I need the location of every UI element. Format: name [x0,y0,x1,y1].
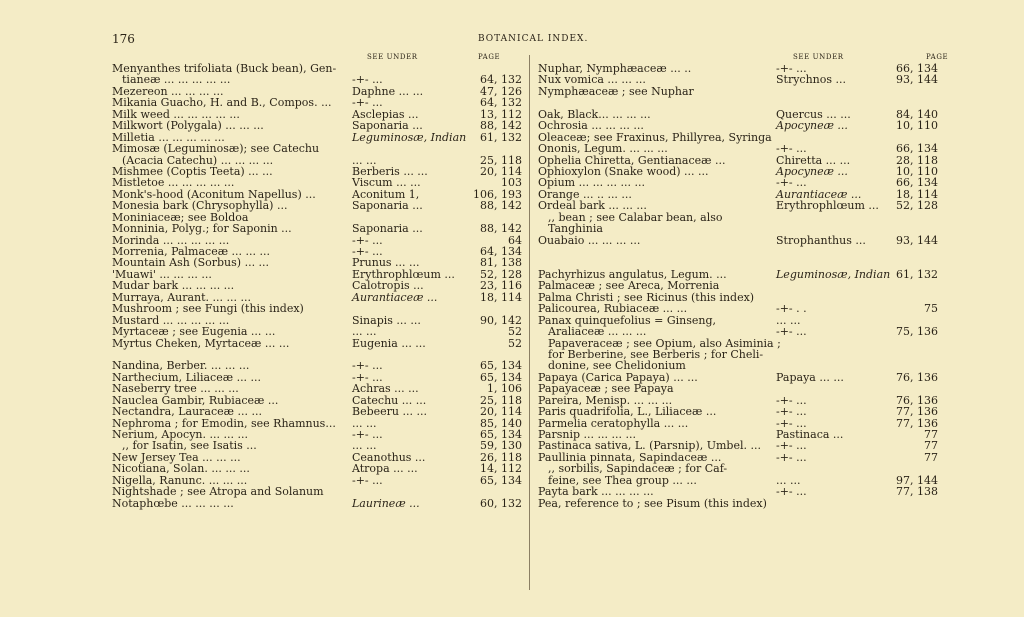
page-ref: 88, 142 [480,222,522,236]
page-ref: 52, 128 [896,199,938,213]
see-under-ref: Bebeeru ... ... [352,405,427,419]
entry-name: feine, see Thea group ... ... [548,473,697,487]
index-entry [112,223,522,234]
right-column [538,51,949,510]
column-divider [529,55,530,590]
entry-name: Mimosæ (Leguminosæ); see Catechu [112,142,320,156]
entry-name: Papayaceæ ; see Papaya [538,382,674,396]
page-ref: 77 [924,439,938,453]
page-ref: 76, 136 [896,370,938,384]
page-ref: 77, 138 [896,485,938,499]
see-under-heading: SEE UNDER [367,53,418,61]
page-ref: 75, 136 [896,325,938,339]
page-ref: 25, 118 [480,153,522,167]
index-entry [112,200,522,211]
entry-name: Naseberry tree ... ... ... [112,382,239,396]
see-under-ref: -+- ... [776,142,807,156]
see-under-ref: -+- ... [776,485,807,499]
see-under-ref: -+- ... [352,233,383,247]
index-entry [538,223,938,234]
index-entry [112,486,522,497]
entry-name: ,, bean ; see Calabar bean, also [548,210,723,224]
see-under-ref: Erythrophlœum ... [352,267,455,281]
see-under-ref: Strophanthus ... [776,233,866,247]
see-under-ref: Aconitum 1, [352,187,420,201]
entry-name: Myrtus Cheken, Myrtaceæ ... ... [112,336,290,350]
see-under-ref: Laurineæ ... [352,496,420,510]
index-entry [112,498,522,509]
entry-name: Menyanthes trifoliata (Buck bean), Gen- [112,62,337,75]
entry-name: Notaphœbe ... ... ... ... [112,496,234,510]
see-under-ref: -+- ... [776,325,807,339]
page-ref: 64, 132 [480,73,522,87]
entry-name: Myrtaceæ ; see Eugenia ... ... [112,325,276,339]
see-under-ref: ... ... [776,313,801,327]
entry-name: Ochrosia ... ... ... ... [538,119,644,133]
see-under-ref: Prunus ... ... [352,256,420,270]
entry-name: Nightshade ; see Atropa and Solanum [112,485,324,499]
index-entry [112,143,522,154]
page-ref: 65, 134 [480,428,522,441]
entry-name: (Acacia Catechu) ... ... ... ... [122,153,274,167]
entry-name: Palmaceæ ; see Areca, Morrenia [538,279,720,293]
see-under-ref: Catechu ... ... [352,393,427,407]
entry-name: Mustard ... ... ... ... ... [112,313,230,327]
index-entry [538,383,938,394]
page-ref: 66, 134 [896,62,938,75]
entry-name: Nicotiana, Solan. ... ... ... [112,462,250,476]
see-under-ref: -+- ... [776,393,807,407]
page-ref: 26, 118 [480,450,522,464]
page-ref: 65, 134 [480,370,522,384]
page-ref: 64, 132 [480,96,522,110]
page-ref: 10, 110 [896,164,938,178]
entry-name: Murraya, Aurant. ... ... ... [112,290,251,304]
entry-name: Paullinia pinnata, Sapindaceæ ... [538,450,722,464]
entry-name: Ophioxylon (Snake wood) ... ... [538,164,709,178]
page-ref: 64 [508,233,522,247]
page-ref: 77 [924,428,938,441]
entry-name: Opium ... ... ... ... ... [538,176,646,190]
see-under-ref: Viscum ... ... [352,176,421,190]
see-under-ref: Eugenia ... ... [352,336,426,350]
page-ref: 28, 118 [896,153,938,167]
entry-name: Pachyrhizus angulatus, Legum. ... [538,267,727,281]
index-entry [112,303,522,314]
see-under-ref: Ceanothus ... [352,450,426,464]
page-ref: 93, 144 [896,233,938,247]
entry-name: Mountain Ash (Sorbus) ... ... [112,256,270,270]
page-ref: 25, 118 [480,393,522,407]
entry-name: Mushroom ; see Fungi (this index) [112,302,304,316]
see-under-ref: ... ... [776,473,801,487]
see-under-ref: Calotropis ... [352,279,424,293]
see-under-ref: -+- ... [776,416,807,430]
page-ref: 61, 132 [896,267,938,281]
entry-name: Mudar bark ... ... ... ... [112,279,235,293]
see-under-ref: Achras ... ... [352,382,419,396]
index-entry [538,303,938,314]
index-entry [112,338,522,349]
entry-name: Panax quinquefolius = Ginseng, [538,313,717,327]
entry-name: Parsnip ... ... ... ... [538,428,636,441]
right-entry-list [538,63,938,509]
entry-name: Pareira, Menisp. ... ... ... [538,393,673,407]
entry-name: tianeæ ... ... ... ... ... [122,73,231,87]
page-ref: 61, 132 [480,130,522,144]
index-entry [538,200,938,211]
entry-name: Nandina, Berber. ... ... ... [112,359,250,373]
entry-name: Nux vomica ... ... ... [538,73,646,87]
see-under-ref: Quercus ... ... [776,107,851,121]
index-entry [112,383,522,394]
entry-name: Morinda ... ... ... ... ... [112,233,230,247]
see-under-ref: Chiretta ... ... [776,153,851,167]
page-ref: 23, 116 [480,279,522,293]
page-ref: 77, 136 [896,405,938,419]
see-under-ref: Saponaria ... [352,119,423,133]
see-under-ref: -+- ... [352,73,383,87]
running-head: BOTANICAL INDEX. [478,34,589,44]
page-ref: 97, 144 [896,473,938,487]
page-ref: 1, 106 [487,382,522,396]
see-under-ref: Berberis ... ... [352,164,428,178]
page-ref: 52 [508,325,522,339]
entry-name: Milletia ... ... ... ... ... [112,130,225,144]
entry-name: for Berberine, see Berberis ; for Cheli- [548,347,764,361]
entry-name: ,, sorbilis, Sapindaceæ ; for Caf- [548,462,728,476]
index-entry [538,406,938,417]
see-under-ref: Apocyneæ ... [776,164,848,178]
page-ref: 60, 132 [480,496,522,510]
entry-name: Orange ... .. ... ... [538,187,632,201]
page-ref: 85, 140 [480,416,522,430]
entry-name: Ononis, Legum. ... ... ... [538,142,668,156]
page-ref: 10, 110 [896,119,938,133]
entry-name: Papaveraceæ ; see Opium, also Asiminia ; [548,336,781,350]
see-under-ref: Papaya ... ... [776,370,844,384]
entry-name: Nuphar, Nymphæaceæ ... .. [538,62,692,75]
entry-name: Mezereon ... ... ... ... [112,84,224,98]
see-under-ref: ... ... [352,325,377,339]
page-ref: 59, 130 [480,439,522,453]
see-under-ref: Daphne ... ... [352,84,424,98]
index-entry [112,406,522,417]
page-heading: PAGE [478,53,501,61]
page-ref: 66, 134 [896,142,938,156]
index-entry [538,120,938,131]
index-entry [538,86,938,97]
see-under-ref: -+- ... [776,450,807,464]
left-column [112,51,522,509]
page-ref: 81, 138 [480,256,522,270]
see-under-ref: -+- ... [352,96,383,110]
entry-name: New Jersey Tea ... ... ... [112,450,241,464]
left-entry-list [112,63,522,509]
entry-name: Narthecium, Liliaceæ ... ... [112,370,262,384]
see-under-ref: -+- ... [352,370,383,384]
entry-name: Monesia bark (Chrysophylla) ... [112,199,288,213]
entry-name: Nymphæaceæ ; see Nuphar [538,84,694,98]
page-ref: 77 [924,450,938,464]
page-ref: 52 [508,336,522,350]
see-under-ref: Strychnos ... [776,73,847,87]
entry-name: Mishmee (Coptis Teeta) ... ... [112,164,273,178]
entry-name: Palicourea, Rubiaceæ ... ... [538,302,688,316]
index-entry [112,326,522,337]
see-under-ref: Aurantiaceæ ... [352,290,438,304]
see-under-ref: Leguminosæ, Indian [776,267,891,281]
index-entry [538,498,938,509]
see-under-ref: Erythrophlœum ... [776,199,879,213]
see-under-ref: Leguminosæ, Indian [352,130,467,144]
page-ref: 14, 112 [480,462,522,476]
page-ref: 77, 136 [896,416,938,430]
entry-name: Milkwort (Polygala) ... ... ... [112,119,264,133]
page-ref: 75 [924,302,938,316]
entry-name: Nectandra, Lauraceæ ... ... [112,405,262,419]
page-ref: 76, 136 [896,393,938,407]
page-heading: PAGE [926,53,949,61]
page-ref: 90, 142 [480,313,522,327]
see-under-ref: -+- ... [776,62,807,75]
entry-name: Ordeal bark ... ... ... [538,199,647,213]
entry-name: Paris quadrifolia, L., Liliaceæ ... [538,405,717,419]
see-under-ref: Aurantiaceæ ... [776,187,862,201]
page-ref: 88, 142 [480,119,522,133]
see-under-ref: ... ... [352,153,377,167]
entry-name: Payta bark ... ... ... ... [538,485,654,499]
see-under-ref: -+- ... [352,428,383,441]
see-under-ref: Pastinaca ... [776,428,844,441]
page-ref: 20, 114 [480,405,522,419]
page-ref: 106, 193 [473,187,522,201]
page-ref: 64, 134 [480,245,522,258]
page-ref: 52, 128 [480,267,522,281]
entry-name: Nauclea Gambir, Rubiaceæ ... [112,393,279,407]
page-ref: 93, 144 [896,73,938,87]
entry-name: Mikania Guacho, H. and B., Compos. ... [112,96,332,110]
index-entry [112,120,522,131]
entry-name: Nephroma ; for Emodin, see Rhamnus... [112,416,336,430]
page-ref: 20, 114 [480,164,522,178]
entry-name: Oleaceæ; see Fraxinus, Phillyrea, Syringa [538,130,772,144]
index-entry [538,235,938,246]
see-under-ref: Atropa ... ... [352,462,418,476]
page-ref: 47, 126 [480,84,522,98]
entry-name: Palma Christi ; see Ricinus (this index) [538,290,755,304]
index-entry [538,326,938,337]
page-ref: 84, 140 [896,107,938,121]
entry-name: Moniniaceæ; see Boldoa [112,210,249,224]
entry-name: Ouabaio ... ... ... ... [538,233,641,247]
see-under-ref: -+- ... [776,405,807,419]
entry-name: ,, for Isatin, see Isatis ... [122,439,257,453]
page-ref: 103 [501,176,522,190]
entry-name: Monninia, Polyg.; for Saponin ... [112,222,292,236]
entry-name: Pastinaca sativa, L. (Parsnip), Umbel. ... [538,439,761,453]
see-under-ref: ... ... [352,439,377,453]
index-entry [538,143,938,154]
see-under-ref: -+- ... [352,359,383,373]
entry-name: Pea, reference to ; see Pisum (this index) [538,496,767,510]
see-under-ref: Sinapis ... ... [352,313,421,327]
see-under-ref: -+- ... [776,439,807,453]
see-under-ref: -+- ... [352,245,383,258]
see-under-ref: -+- ... [352,473,383,487]
see-under-ref: -+- . . [776,302,807,316]
see-under-ref: -+- ... [776,176,807,190]
see-under-heading: SEE UNDER [793,53,844,61]
page-ref: 13, 112 [480,107,522,121]
page-number: 176 [112,32,135,46]
entry-name: Tanghinia [548,222,603,236]
entry-name: donine, see Chelidonium [548,359,686,373]
entry-name: Mistletoe ... ... ... ... ... [112,176,235,190]
see-under-ref: Asclepias ... [352,107,419,121]
page-ref: 18, 114 [896,187,938,201]
page-ref: 18, 114 [480,290,522,304]
entry-name: Milk weed ... ... ... ... ... [112,107,240,121]
entry-name: Oak, Black... ... ... ... [538,107,651,121]
entry-name: Ophelia Chiretta, Gentianaceæ ... [538,153,726,167]
see-under-ref: Apocyneæ ... [776,119,848,133]
page-ref: 65, 134 [480,473,522,487]
see-under-ref: ... ... [352,416,377,430]
page-ref: 66, 134 [896,176,938,190]
entry-name: Nerium, Apocyn. ... ... ... [112,428,248,441]
see-under-ref: Saponaria ... [352,199,423,213]
page-ref: 88, 142 [480,199,522,213]
see-under-ref: Saponaria ... [352,222,423,236]
entry-name: Morrenia, Palmaceæ ... ... ... [112,245,271,258]
page-ref: 65, 134 [480,359,522,373]
entry-name: Parmelia ceratophylla ... ... [538,416,689,430]
entry-name: Monk's-hood (Aconitum Napellus) ... [112,187,316,201]
blank-line [538,246,938,257]
entry-name: Nigella, Ranunc. ... ... ... [112,473,248,487]
entry-name: 'Muawi' ... ... ... ... [112,267,212,281]
index-entry [538,486,938,497]
entry-name: Papaya (Carica Papaya) ... ... [538,370,698,384]
entry-name: Araliaceæ ... ... ... [548,325,647,339]
